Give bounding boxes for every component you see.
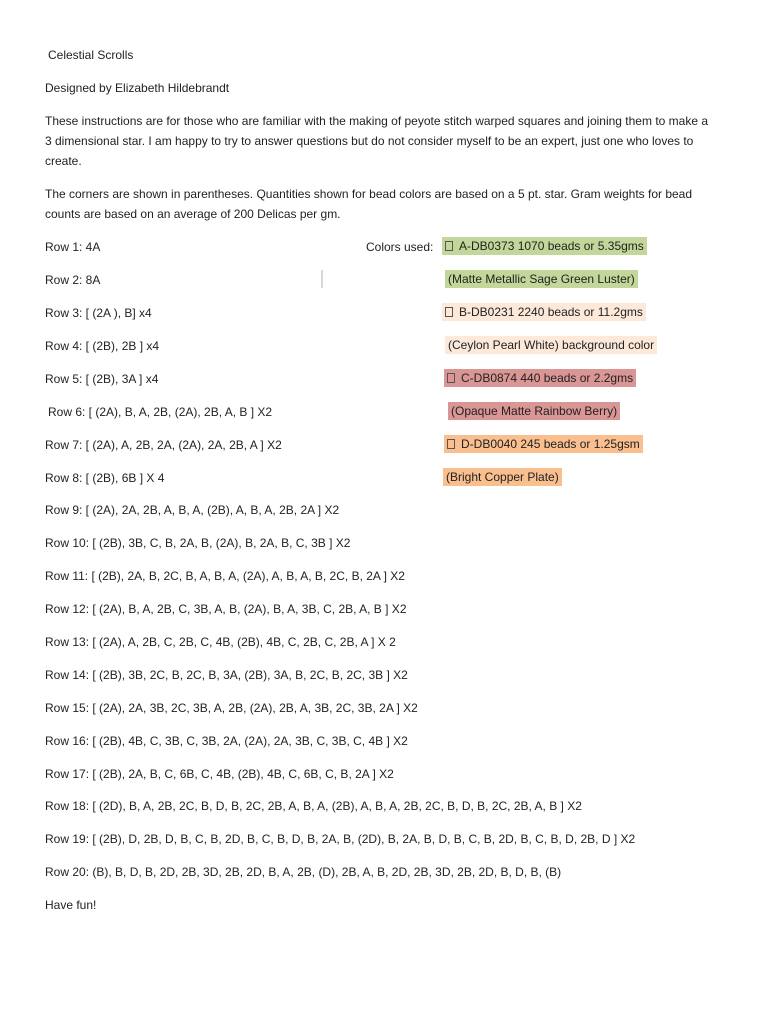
row-17: Row 17: [ (2B), 2A, B, C, 6B, C, 4B, (2B), 4B, C, 6B, C, B, 2A ] X2 [45, 767, 394, 781]
document-title: Celestial Scrolls [48, 48, 134, 62]
checkbox-icon [445, 241, 453, 251]
color-b-code [442, 303, 646, 321]
row-19: Row 19: [ (2B), D, 2B, D, B, C, B, 2D, B, C, B, D, B, 2A, B, (2D), B, 2A, B, D, B, C, B, 2D, B, C, B, D, 2B, D ] X2 [45, 832, 636, 846]
color-a-code [442, 237, 647, 255]
row-16: Row 16: [ (2B), 4B, C, 3B, C, 3B, 2A, (2A), 2A, 3B, C, 3B, C, 4B ] X2 [45, 734, 408, 748]
color-c-code [444, 369, 636, 387]
row-1: Row 1: 4A [45, 240, 101, 254]
text-cursor [321, 270, 323, 288]
color-code-text: D-DB0040 245 beads or 1.25gsm [461, 437, 640, 451]
row-18: Row 18: [ (2D), B, A, 2B, 2C, B, D, B, 2C, 2B, A, B, A, (2B), A, B, A, 2B, 2C, B, D, B, 2C, 2B, A, B ] X2 [45, 799, 582, 813]
row-12: Row 12: [ (2A), B, A, 2B, C, 3B, A, B, (2A), B, A, 3B, C, 2B, A, B ] X2 [45, 602, 407, 616]
row-20: Row 20: (B), B, D, B, 2D, 2B, 3D, 2B, 2D, B, A, 2B, (D), 2B, A, B, 2D, 2B, 3D, 2B, 2D, B, D, B, (B) [45, 865, 562, 879]
checkbox-icon [445, 307, 453, 317]
row-9: Row 9: [ (2A), 2A, 2B, A, B, A, (2B), A, B, A, 2B, 2A ] X2 [45, 503, 340, 517]
checkbox-icon [447, 373, 455, 383]
row-15: Row 15: [ (2A), 2A, 3B, 2C, 3B, A, 2B, (2A), 2B, A, 3B, 2C, 3B, 2A ] X2 [45, 701, 418, 715]
row-6: Row 6: [ (2A), B, A, 2B, (2A), 2B, A, B ] X2 [48, 405, 273, 419]
color-code-text: B-DB0231 2240 beads or 11.2gms [459, 305, 643, 319]
row-13: Row 13: [ (2A), A, 2B, C, 2B, C, 4B, (2B), 4B, C, 2B, C, 2B, A ] X 2 [45, 635, 396, 649]
row-10: Row 10: [ (2B), 3B, C, B, 2A, B, (2A), B, 2A, B, C, 3B ] X2 [45, 536, 351, 550]
row-11: Row 11: [ (2B), 2A, B, 2C, B, A, B, A, (2A), A, B, A, B, 2C, B, 2A ] X2 [45, 569, 405, 583]
row-5: Row 5: [ (2B), 3A ] x4 [45, 372, 159, 386]
closing-line: Have fun! [45, 898, 97, 912]
color-b-name: (Ceylon Pearl White) background color [445, 336, 657, 354]
designer-line: Designed by Elizabeth Hildebrandt [45, 81, 230, 95]
color-d-name: (Bright Copper Plate) [443, 468, 562, 486]
checkbox-icon [447, 439, 455, 449]
row-4: Row 4: [ (2B), 2B ] x4 [45, 339, 160, 353]
row-2: Row 2: 8A [45, 273, 101, 287]
color-d-code [444, 435, 643, 453]
note-paragraph: The corners are shown in parentheses. Quantities shown for bead colors are based on a 5 pt. star. Gram weights for bead counts are based on an average of 200 Delicas per gm. [45, 187, 693, 221]
intro-paragraph: These instructions are for those who are familiar with the making of peyote stitch warped squares and joining them to make a 3 dimensional star. I am happy to try to answer questions but do not consider myself to be an expert, just one who loves to create. [45, 114, 709, 168]
row-3: Row 3: [ (2A ), B] x4 [45, 306, 152, 320]
row-14: Row 14: [ (2B), 3B, 2C, B, 2C, B, 3A, (2B), 3A, B, 2C, B, 2C, 3B ] X2 [45, 668, 408, 682]
color-code-text: C-DB0874 440 beads or 2.2gms [461, 371, 634, 385]
row-7: Row 7: [ (2A), A, 2B, 2A, (2A), 2A, 2B, A ] X2 [45, 438, 282, 452]
color-code-text: A-DB0373 1070 beads or 5.35gms [459, 239, 644, 253]
row-8: Row 8: [ (2B), 6B ] X 4 [45, 471, 165, 485]
color-a-name: (Matte Metallic Sage Green Luster) [445, 270, 638, 288]
color-c-name: (Opaque Matte Rainbow Berry) [448, 402, 620, 420]
colors-used-label: Colors used: [366, 240, 434, 254]
